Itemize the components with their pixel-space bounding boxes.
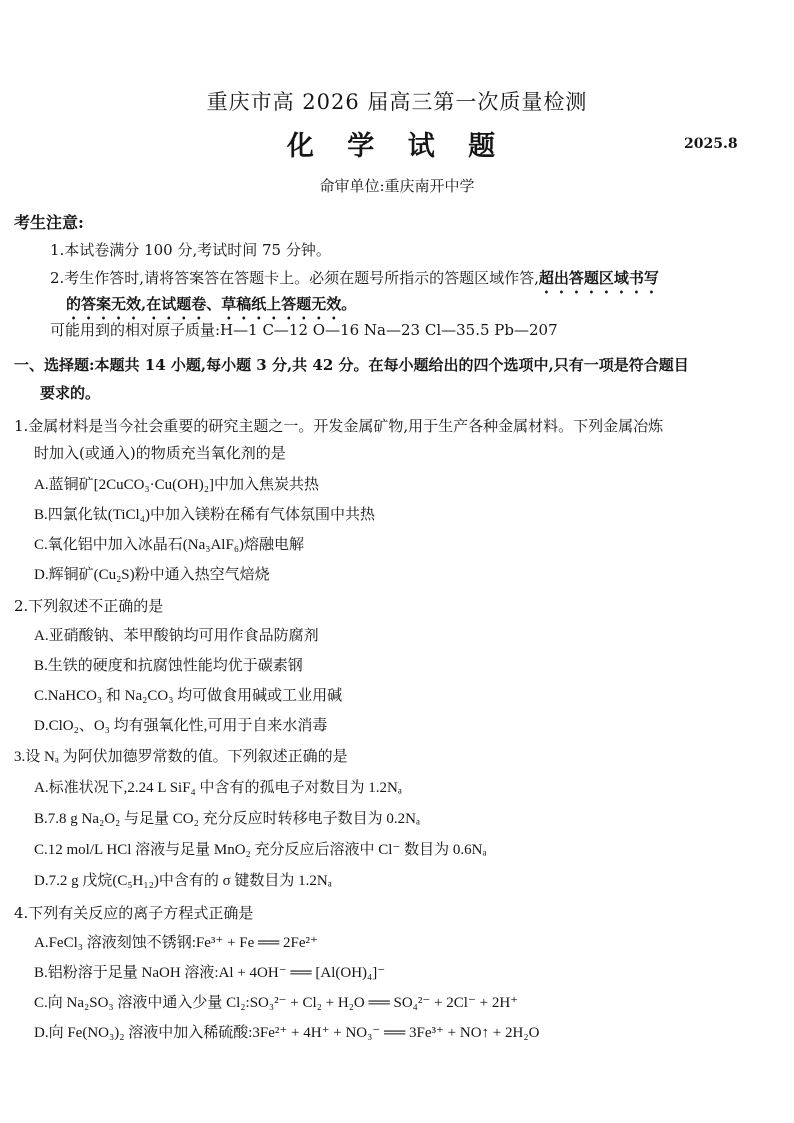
subject-title: 化 学 试 题 <box>286 131 508 162</box>
emphasis-text: 超出答题区域书写 <box>538 269 659 287</box>
notice-item-1: 1.本试卷满分 100 分,考试时间 75 分钟。 <box>50 241 331 259</box>
notice-item-2: 2.考生作答时,请将答案答在答题卡上。必须在题号所指示的答题区域作答,超出答题区域书写 <box>50 269 659 287</box>
section-heading-cont: 要求的。 <box>40 384 101 402</box>
q4-option-c: C.向 Na₂SO₃ 溶液中通入少量 Cl₂:SO₃²⁻ + Cl₂ + H₂O ══ SO₄²⁻ + 2Cl⁻ + 2H⁺ <box>34 995 519 1011</box>
notice-item-2-cont: 的答案无效,在试题卷、草稿纸上答题无效。 <box>66 295 357 313</box>
q2-option-a: A.亚硝酸钠、苯甲酸钠均可用作食品防腐剂 <box>34 628 319 644</box>
q4-option-d: D.向 Fe(NO₃)₂ 溶液中加入稀硫酸:3Fe²⁺ + 4H⁺ + NO₃⁻ ══ 3Fe³⁺ + NO↑ + 2H₂O <box>34 1025 540 1041</box>
q1-option-c: C.氧化铝中加入冰晶石(Na₃AlF₆)熔融电解 <box>34 537 305 553</box>
notice-title: 考生注意: <box>14 213 84 232</box>
q3-stem: 3.设 Nₐ 为阿伏加德罗常数的值。下列叙述正确的是 <box>14 749 348 765</box>
q1-stem: 1.金属材料是当今社会重要的研究主题之一。开发金属矿物,用于生产各种金属材料。下列金属冶炼 <box>14 417 664 435</box>
school-title: 重庆市高 2026 届高三第一次质量检测 <box>206 90 588 114</box>
q2-option-d: D.ClO₂、O₃ 均有强氧化性,可用于自来水消毒 <box>34 718 328 734</box>
setter-unit: 命审单位:重庆南开中学 <box>319 177 475 195</box>
q2-option-c: C.NaHCO₃ 和 Na₂CO₃ 均可做食用碱或工业用碱 <box>34 688 343 704</box>
q1-option-a: A.蓝铜矿[2CuCO₃·Cu(OH)₂]中加入焦炭共热 <box>34 477 320 493</box>
section-heading: 一、选择题:本题共 14 小题,每小题 3 分,共 42 分。在每小题给出的四个选项中,只有一项是符合题目 <box>14 356 689 374</box>
q4-stem: 4.下列有关反应的离子方程式正确是 <box>14 904 254 922</box>
q1-option-b: B.四氯化钛(TiCl₄)中加入镁粉在稀有气体氛围中共热 <box>34 507 375 523</box>
q4-option-a: A.FeCl₃ 溶液刻蚀不锈钢:Fe³⁺ + Fe ══ 2Fe²⁺ <box>34 935 318 951</box>
q3-option-c: C.12 mol/L HCl 溶液与足量 MnO₂ 充分反应后溶液中 Cl⁻ 数目为 0.6Nₐ <box>34 842 487 858</box>
q1-option-d: D.辉铜矿(Cu₂S)粉中通入热空气焙烧 <box>34 567 270 583</box>
q3-option-d: D.7.2 g 戊烷(C₅H₁₂)中含有的 σ 键数目为 1.2Nₐ <box>34 873 332 889</box>
q1-stem-cont: 时加入(或通入)的物质充当氧化剂的是 <box>34 444 286 462</box>
q4-option-b: B.铝粉溶于足量 NaOH 溶液:Al + 4OH⁻ ══ [Al(OH)₄]⁻ <box>34 965 386 981</box>
q3-option-b: B.7.8 g Na₂O₂ 与足量 CO₂ 充分反应时转移电子数目为 0.2Nₐ <box>34 811 421 827</box>
atomic-masses: 可能用到的相对原子质量:H—1 C—12 O—16 Na—23 Cl—35.5 Pb—207 <box>50 321 558 339</box>
q2-stem: 2.下列叙述不正确的是 <box>14 597 164 615</box>
q2-option-b: B.生铁的硬度和抗腐蚀性能均优于碳素钢 <box>34 658 303 674</box>
q3-option-a: A.标准状况下,2.24 L SiF₄ 中含有的孤电子对数目为 1.2Nₐ <box>34 780 402 796</box>
exam-date: 2025.8 <box>684 136 738 152</box>
